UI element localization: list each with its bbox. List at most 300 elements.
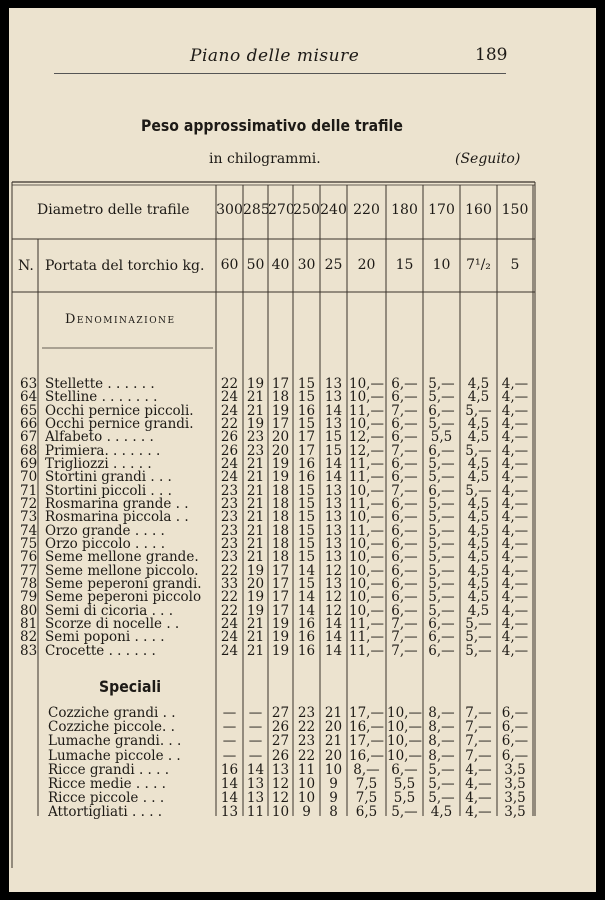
speciali-weight-value: 6,—: [501, 733, 529, 750]
speciali-weight-value: 8,—: [428, 747, 455, 764]
speciali-denomination: Ricce medie . . . .: [48, 777, 166, 791]
row-weight-value: 16: [297, 629, 316, 646]
row-weight-value: 5,—: [428, 495, 455, 512]
row-weight-value: 6,—: [391, 535, 418, 552]
speciali-weight-value: 6,—: [501, 719, 529, 736]
row-weight-value: 18: [271, 549, 290, 566]
speciali-weight-value: 10: [324, 761, 343, 778]
row-weight-value: 23: [246, 429, 265, 446]
row-weight-value: 13: [324, 575, 343, 592]
row-weight-value: 12: [324, 562, 343, 579]
speciali-denomination: Cozziche grandi . .: [48, 706, 176, 720]
speciali-denomination: Ricce grandi . . . .: [48, 762, 170, 777]
speciali-weight-value: 16,—: [349, 747, 384, 764]
row-weight-value: 5,—: [428, 602, 455, 619]
row-weight-value: 22: [220, 562, 239, 579]
row-weight-value: 10,—: [349, 509, 384, 526]
row-weight-value: 5,—: [428, 535, 455, 552]
diameter-value: 170: [428, 202, 455, 218]
speciali-weight-value: 21: [324, 705, 343, 721]
row-weight-value: 5,—: [428, 562, 455, 579]
row-denomination: Orzo grande . . . .: [45, 523, 165, 538]
row-weight-value: 4,—: [501, 629, 529, 646]
row-denomination: Seme mellone grande.: [45, 550, 199, 565]
row-number: 76: [20, 549, 38, 566]
row-weight-value: 22: [220, 589, 239, 606]
continued-note: (Seguito): [455, 151, 521, 167]
row-weight-value: 24: [220, 455, 239, 472]
row-weight-value: 6,—: [428, 442, 455, 459]
row-denomination: Scorze di nocelle . .: [45, 616, 180, 631]
row-weight-value: 4,—: [501, 509, 529, 526]
speciali-denomination: Attortigliati . . . .: [48, 805, 163, 820]
row-weight-value: 14: [297, 562, 316, 579]
row-weight-value: 14: [324, 402, 343, 419]
row-weight-value: 21: [246, 629, 265, 646]
row-weight-value: 12: [324, 589, 343, 606]
speciali-weight-value: 14: [246, 761, 265, 778]
speciali-weight-value: 27: [271, 733, 290, 750]
speciali-weight-value: 23: [297, 705, 316, 721]
speciali-weight-value: 5,—: [428, 776, 455, 792]
row-weight-value: 19: [271, 402, 290, 419]
row-weight-value: 4,—: [501, 549, 529, 566]
row-weight-value: 4,—: [501, 602, 529, 619]
row-number: 82: [20, 629, 38, 646]
row-number: 75: [20, 535, 38, 552]
speciali-weight-value: 16,—: [349, 719, 384, 736]
page-number: 189: [475, 45, 508, 65]
speciali-weight-value: 4,—: [465, 776, 492, 792]
speciali-weight-value: —: [222, 705, 237, 721]
speciali-weight-value: 10,—: [387, 719, 422, 736]
row-weight-value: 17: [271, 575, 290, 592]
row-weight-value: 4,—: [501, 389, 529, 406]
row-weight-value: 23: [220, 535, 239, 552]
row-weight-value: 5,—: [428, 575, 455, 592]
row-weight-value: 22: [220, 602, 239, 619]
row-weight-value: 21: [246, 482, 265, 499]
speciali-weight-value: 20: [324, 719, 343, 736]
row-number: 79: [20, 589, 38, 606]
diameter-value: 250: [293, 202, 320, 218]
speciali-weight-value: 5,—: [391, 804, 418, 821]
row-weight-value: 4,5: [467, 415, 490, 432]
row-weight-value: 14: [297, 589, 316, 606]
row-weight-value: 7,—: [391, 442, 418, 459]
row-denomination: Occhi pernice grandi.: [45, 416, 194, 431]
speciali-weight-value: 23: [297, 733, 316, 750]
speciali-weight-value: 7,—: [465, 733, 492, 750]
row-weight-value: 11,—: [349, 455, 384, 472]
press-capacity-value: 15: [395, 257, 414, 273]
row-weight-value: 6,—: [391, 575, 418, 592]
row-weight-value: 14: [297, 602, 316, 619]
speciali-weight-value: 7,5: [355, 776, 378, 792]
speciali-weight-value: 14: [220, 776, 239, 792]
speciali-weight-value: 9: [329, 776, 338, 792]
speciali-weight-value: 6,—: [501, 747, 529, 764]
row-weight-value: 15: [297, 509, 316, 526]
row-weight-value: 17: [271, 562, 290, 579]
row-weight-value: 23: [246, 442, 265, 459]
row-denomination: Rosmarina grande . .: [45, 496, 189, 511]
row-weight-value: 6,—: [391, 389, 418, 406]
row-weight-value: 23: [220, 509, 239, 526]
row-number: 83: [20, 642, 38, 659]
row-weight-value: 16: [297, 455, 316, 472]
row-number: 65: [20, 402, 38, 419]
diameter-value: 240: [320, 202, 347, 218]
row-denomination: Semi poponi . . . .: [45, 630, 165, 645]
row-weight-value: 33: [220, 575, 239, 592]
diameter-value: 160: [465, 202, 492, 218]
row-weight-value: 4,—: [501, 415, 529, 432]
row-weight-value: 4,—: [501, 615, 529, 632]
row-weight-value: 15: [297, 376, 316, 392]
row-weight-value: 21: [246, 495, 265, 512]
row-weight-value: 6,—: [428, 402, 455, 419]
row-weight-value: 13: [324, 415, 343, 432]
row-denomination: Seme peperoni grandi.: [45, 576, 202, 591]
row-weight-value: 5,—: [428, 469, 455, 486]
row-weight-value: 15: [297, 522, 316, 539]
row-weight-value: 4,—: [501, 589, 529, 606]
denomination-header: Denominazione: [65, 312, 176, 327]
row-weight-value: 20: [271, 442, 290, 459]
row-weight-value: 22: [220, 376, 239, 392]
row-weight-value: 21: [246, 642, 265, 659]
speciali-weight-value: 4,5: [430, 804, 453, 821]
row-weight-value: 6,—: [391, 589, 418, 606]
row-weight-value: 12,—: [349, 429, 384, 446]
row-weight-value: 5,5: [430, 429, 453, 446]
row-denomination: Orzo piccolo . . . .: [45, 536, 166, 551]
press-capacity-value: 30: [297, 257, 316, 273]
speciali-weight-value: 5,5: [393, 790, 416, 807]
speciali-weight-value: 4,—: [465, 761, 492, 778]
row-weight-value: 10,—: [349, 575, 384, 592]
row-denomination: Seme mellone piccolo.: [45, 563, 199, 578]
row-weight-value: 18: [271, 535, 290, 552]
row-weight-value: 4,5: [467, 455, 490, 472]
row-weight-value: 23: [220, 522, 239, 539]
speciali-weight-value: 6,5: [355, 804, 378, 821]
row-weight-value: 21: [246, 549, 265, 566]
speciali-weight-value: 3,5: [504, 776, 526, 792]
speciali-weight-value: 21: [324, 733, 343, 750]
row-weight-value: 4,5: [467, 495, 490, 512]
speciali-weight-value: 20: [324, 747, 343, 764]
row-weight-value: 10,—: [349, 589, 384, 606]
row-weight-value: 23: [220, 495, 239, 512]
row-weight-value: 11,—: [349, 522, 384, 539]
row-number: 70: [20, 469, 38, 486]
row-weight-value: 17: [297, 429, 316, 446]
row-number: 81: [20, 615, 38, 632]
row-weight-value: 13: [324, 482, 343, 499]
speciali-weight-value: 7,—: [465, 747, 492, 764]
row-weight-value: 13: [324, 535, 343, 552]
row-weight-value: 6,—: [391, 429, 418, 446]
speciali-weight-value: 13: [246, 776, 265, 792]
row-weight-value: 10,—: [349, 549, 384, 566]
row-weight-value: 4,5: [467, 602, 490, 619]
row-weight-value: 4,5: [467, 575, 490, 592]
row-weight-value: 19: [271, 469, 290, 486]
row-weight-value: 24: [220, 642, 239, 659]
number-column-header: N.: [18, 258, 34, 274]
row-weight-value: 21: [246, 389, 265, 406]
row-weight-value: 5,—: [428, 376, 455, 392]
speciali-weight-value: 4,—: [465, 804, 492, 821]
row-weight-value: 4,—: [501, 442, 529, 459]
speciali-denomination: Lumache piccole . .: [48, 748, 181, 763]
row-weight-value: 4,5: [467, 535, 490, 552]
row-weight-value: 11,—: [349, 629, 384, 646]
speciali-weight-value: 5,—: [428, 761, 455, 778]
row-denomination: Crocette . . . . . .: [45, 643, 156, 658]
speciali-weight-value: 27: [271, 705, 290, 721]
row-number: 69: [20, 455, 38, 472]
speciali-weight-value: 10: [297, 776, 316, 792]
row-number: 68: [20, 442, 38, 459]
row-weight-value: 6,—: [391, 602, 418, 619]
speciali-weight-value: 17,—: [349, 733, 384, 750]
row-denomination: Trigliozzi . . . . .: [45, 456, 152, 471]
row-weight-value: 15: [324, 442, 343, 459]
row-weight-value: 6,—: [391, 376, 418, 392]
speciali-weight-value: 26: [271, 747, 290, 764]
row-weight-value: 15: [297, 389, 316, 406]
diameter-value: 270: [268, 202, 295, 218]
speciali-denomination: Lumache grandi. . .: [48, 734, 182, 749]
press-capacity-value: 25: [324, 257, 343, 273]
speciali-weight-value: 7,—: [465, 719, 492, 736]
speciali-weight-value: 14: [220, 790, 239, 807]
row-weight-value: 5,—: [465, 642, 492, 659]
row-weight-value: 21: [246, 522, 265, 539]
speciali-weight-value: 12: [271, 776, 290, 792]
row-weight-value: 18: [271, 522, 290, 539]
diameter-value: 285: [243, 202, 270, 218]
row-weight-value: 4,5: [467, 376, 490, 392]
row-weight-value: 15: [297, 482, 316, 499]
row-weight-value: 16: [297, 642, 316, 659]
row-weight-value: 10,—: [349, 562, 384, 579]
speciali-denomination: Ricce piccole . . .: [48, 791, 165, 806]
row-number: 74: [20, 522, 38, 539]
row-weight-value: 13: [324, 495, 343, 512]
row-weight-value: 5,—: [465, 629, 492, 646]
speciali-heading: Speciali: [99, 677, 162, 696]
row-weight-value: 4,—: [501, 482, 529, 499]
row-weight-value: 24: [220, 389, 239, 406]
row-weight-value: 6,—: [391, 415, 418, 432]
row-weight-value: 15: [324, 429, 343, 446]
row-weight-value: 11,—: [349, 469, 384, 486]
row-weight-value: 4,5: [467, 389, 490, 406]
row-weight-value: 17: [297, 442, 316, 459]
row-number: 80: [20, 602, 38, 619]
row-weight-value: 16: [297, 469, 316, 486]
book-page: [9, 8, 596, 892]
row-weight-value: 15: [297, 549, 316, 566]
row-weight-value: 4,—: [501, 495, 529, 512]
row-weight-value: 18: [271, 389, 290, 406]
row-weight-value: 6,—: [391, 469, 418, 486]
row-weight-value: 19: [246, 562, 265, 579]
row-weight-value: 6,—: [391, 562, 418, 579]
row-weight-value: 5,—: [428, 549, 455, 566]
row-weight-value: 15: [297, 575, 316, 592]
row-number: 66: [20, 415, 38, 432]
row-denomination: Seme peperoni piccolo: [45, 590, 202, 605]
row-weight-value: 11,—: [349, 615, 384, 632]
row-weight-value: 10,—: [349, 415, 384, 432]
row-weight-value: 6,—: [391, 509, 418, 526]
row-weight-value: 6,—: [391, 495, 418, 512]
row-weight-value: 6,—: [428, 629, 455, 646]
speciali-weight-value: 10: [271, 804, 290, 821]
row-weight-value: 6,—: [428, 615, 455, 632]
row-weight-value: 24: [220, 629, 239, 646]
row-weight-value: 5,—: [428, 415, 455, 432]
row-weight-value: 13: [324, 389, 343, 406]
row-weight-value: 13: [324, 509, 343, 526]
row-weight-value: 11,—: [349, 495, 384, 512]
row-weight-value: 15: [297, 415, 316, 432]
speciali-weight-value: 8,—: [428, 719, 455, 736]
row-weight-value: 7,—: [391, 629, 418, 646]
press-capacity-value: 7¹/₂: [466, 257, 491, 273]
row-weight-value: 12: [324, 602, 343, 619]
row-weight-value: 4,5: [467, 469, 490, 486]
speciali-weight-value: 9: [302, 804, 311, 821]
row-weight-value: 10,—: [349, 482, 384, 499]
row-weight-value: 13: [324, 549, 343, 566]
row-weight-value: 17: [271, 376, 290, 392]
speciali-weight-value: —: [248, 719, 263, 736]
row-weight-value: 19: [246, 415, 265, 432]
row-weight-value: 18: [271, 495, 290, 512]
row-number: 72: [20, 495, 38, 512]
row-weight-value: 16: [297, 615, 316, 632]
speciali-weight-value: 4,—: [465, 790, 492, 807]
row-weight-value: 24: [220, 402, 239, 419]
row-denomination: Occhi pernice piccoli.: [45, 403, 194, 418]
press-capacity-value: 20: [357, 257, 376, 273]
row-weight-value: 11,—: [349, 642, 384, 659]
row-weight-value: 19: [271, 455, 290, 472]
row-weight-value: 4,—: [501, 402, 529, 419]
speciali-weight-value: —: [248, 733, 263, 750]
speciali-weight-value: 5,5: [393, 776, 416, 792]
row-weight-value: 24: [220, 615, 239, 632]
row-weight-value: 16: [297, 402, 316, 419]
speciali-weight-value: 9: [329, 790, 338, 807]
row-weight-value: 23: [220, 549, 239, 566]
row-weight-value: 19: [246, 602, 265, 619]
row-denomination: Alfabeto . . . . . .: [45, 430, 154, 445]
table-title: Peso approssimativo delle trafile: [141, 116, 403, 135]
row-weight-value: 10,—: [349, 389, 384, 406]
speciali-weight-value: —: [222, 719, 237, 736]
row-denomination: Stortini grandi . . .: [45, 470, 172, 485]
row-weight-value: 21: [246, 509, 265, 526]
row-number: 77: [20, 562, 38, 579]
press-capacity-value: 40: [271, 257, 290, 273]
row-weight-value: 7,—: [391, 402, 418, 419]
speciali-weight-value: 3,5: [504, 804, 526, 821]
diameter-value: 180: [391, 202, 418, 218]
speciali-weight-value: 13: [246, 790, 265, 807]
row-weight-value: 20: [246, 575, 265, 592]
row-weight-value: 6,—: [391, 549, 418, 566]
row-weight-value: 5,—: [428, 522, 455, 539]
row-weight-value: 6,—: [391, 455, 418, 472]
row-weight-value: 4,—: [501, 455, 529, 472]
speciali-weight-value: —: [248, 747, 263, 764]
press-capacity-value: 60: [220, 257, 239, 273]
row-denomination: Primiera. . . . . . .: [45, 443, 161, 458]
speciali-weight-value: 3,5: [504, 790, 526, 807]
row-weight-value: 13: [324, 522, 343, 539]
row-weight-value: 4,5: [467, 549, 490, 566]
row-weight-value: 5,—: [428, 455, 455, 472]
row-weight-value: 17: [271, 602, 290, 619]
row-weight-value: 17: [271, 415, 290, 432]
speciali-weight-value: 3,5: [504, 761, 526, 778]
row-weight-value: 20: [271, 429, 290, 446]
speciali-weight-value: 10,—: [387, 705, 422, 721]
row-weight-value: 4,—: [501, 535, 529, 552]
row-weight-value: 21: [246, 402, 265, 419]
speciali-weight-value: 26: [271, 719, 290, 736]
row-number: 78: [20, 575, 38, 592]
speciali-weight-value: —: [222, 733, 237, 750]
row-number: 71: [20, 482, 38, 499]
row-weight-value: 5,—: [465, 442, 492, 459]
row-weight-value: 5,—: [465, 615, 492, 632]
row-weight-value: 26: [220, 429, 239, 446]
row-weight-value: 5,—: [428, 389, 455, 406]
row-weight-value: 19: [271, 642, 290, 659]
speciali-weight-value: 13: [271, 761, 290, 778]
row-weight-value: 5,—: [428, 509, 455, 526]
row-weight-value: 15: [297, 495, 316, 512]
speciali-weight-value: 8: [329, 804, 338, 821]
row-weight-value: 4,—: [501, 562, 529, 579]
row-denomination: Semi di cicoria . . .: [45, 603, 174, 618]
speciali-weight-value: —: [222, 747, 237, 764]
row-number: 63: [20, 376, 38, 392]
row-weight-value: 10,—: [349, 376, 384, 392]
press-capacity-value: 5: [510, 257, 520, 273]
speciali-weight-value: 13: [220, 804, 239, 821]
row-number: 67: [20, 429, 38, 446]
speciali-weight-value: 8,—: [353, 761, 380, 778]
row-weight-value: 24: [220, 469, 239, 486]
row-number: 73: [20, 509, 38, 526]
row-weight-value: 4,—: [501, 469, 529, 486]
row-weight-value: 7,—: [391, 615, 418, 632]
row-denomination: Stellette . . . . . .: [45, 377, 155, 391]
row-weight-value: 11,—: [349, 402, 384, 419]
row-weight-value: 14: [324, 469, 343, 486]
speciali-weight-value: 7,5: [355, 790, 378, 807]
speciali-weight-value: 7,—: [465, 705, 492, 721]
